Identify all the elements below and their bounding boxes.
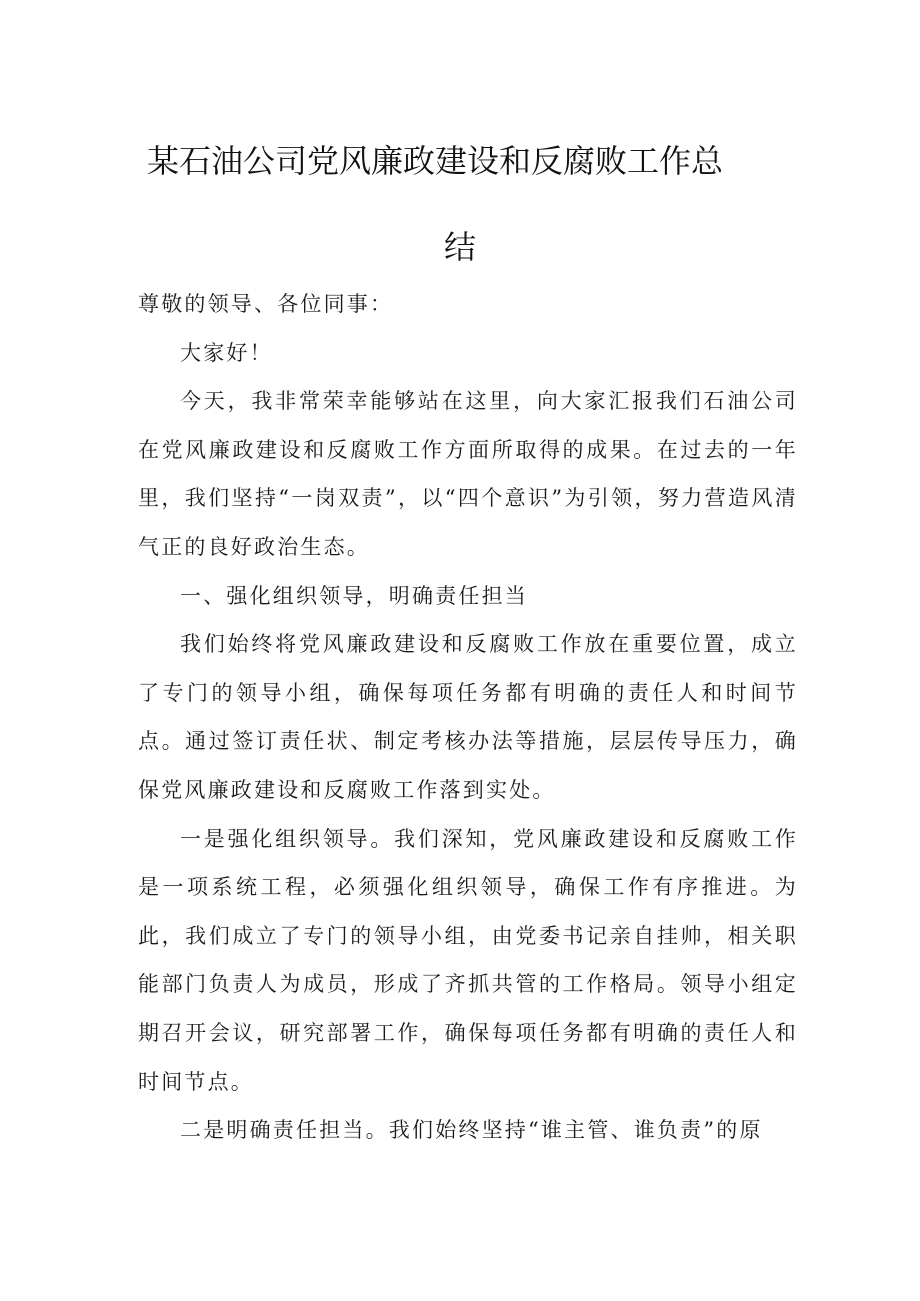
document-title-line-2: 结 (443, 228, 476, 266)
section-heading-1: 一、强化组织领导，明确责任担当 (180, 583, 528, 608)
document-title-line-1: 某石油公司党风廉政建设和反腐败工作总 (146, 142, 723, 180)
salutation: 尊敬的领导、各位同事： (138, 292, 394, 316)
document-body (138, 280, 798, 1155)
paragraph-point-1: 一是强化组织领导。我们深知，党风廉政建设和反腐败工作是一项系统工程，必须强化组织领导，确保工作有序推进。为此，我们成立了专门的领导小组，由党委书记亲自挂帅，相关职能部门负责人为成员，形成了齐抓共管的工作格局。领导小组定期召开会议，研究部署工作，确保每项任务都有明确的责任人和时间节点。 (138, 826, 798, 1094)
greeting: 大家好！ (180, 340, 273, 365)
paragraph-point-2: 二是明确责任担当。我们始终坚持“谁主管、谁负责”的原 (180, 1118, 763, 1143)
paragraph-intro: 今天，我非常荣幸能够站在这里，向大家汇报我们石油公司在党风廉政建设和反腐败工作方面所取得的成果。在过去的一年里，我们坚持“一岗双责”，以“四个意识”为引领，努力营造风清气正的良好政治生态。 (138, 389, 798, 559)
paragraph-section-1: 我们始终将党风廉政建设和反腐败工作放在重要位置，成立了专门的领导小组，确保每项任务都有明确的责任人和时间节点。通过签订责任状、制定考核办法等措施，层层传导压力，确保党风廉政建设和反腐败工作落到实处。 (138, 632, 798, 802)
